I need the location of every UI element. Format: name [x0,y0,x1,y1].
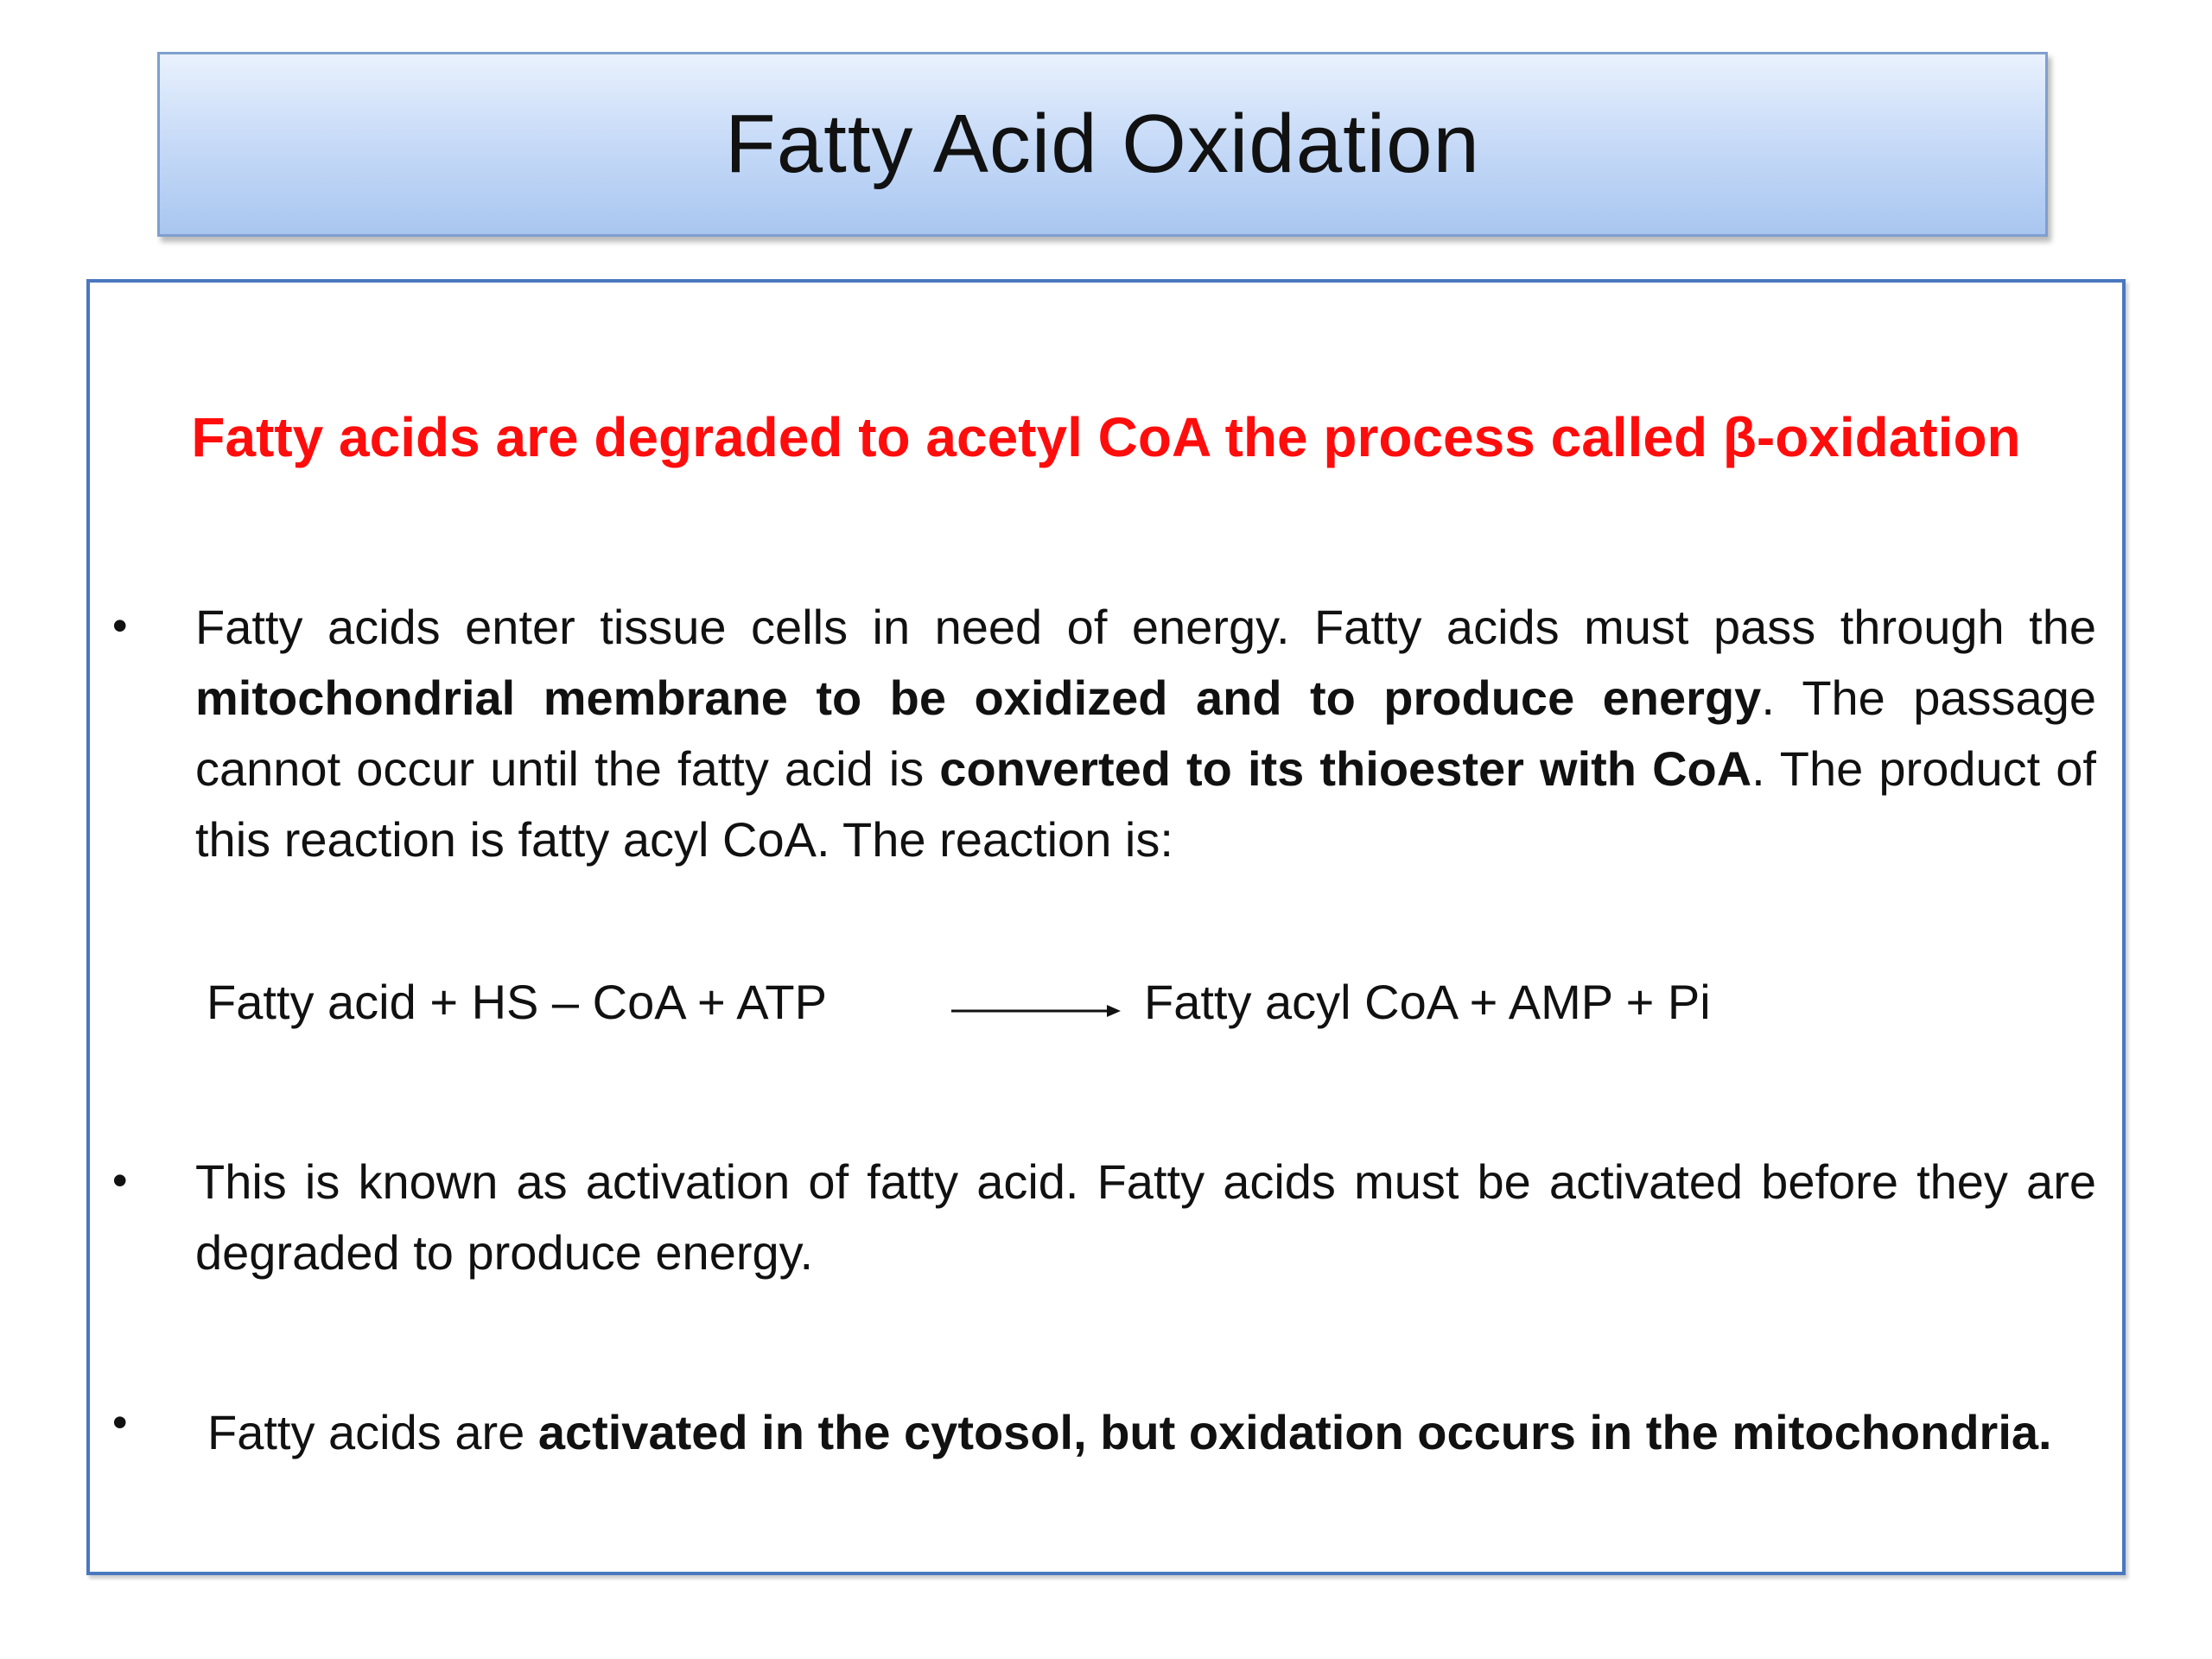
p3-bold-1: activated in the cytosol, but oxidation occurs in the mitochondria. [537,1405,2052,1459]
p1-bold-2: converted to its thioester with CoA [939,741,1752,796]
p1-text-3: . The product of this reaction is fatty acyl CoA. The reaction is: [195,741,2096,867]
p1-text-2: . The passage cannot occur until the fatty acid is [195,671,2096,796]
reaction-arrow-icon [950,998,1122,1024]
paragraph-3 [195,1389,2096,1477]
bullet-2: • [112,1156,128,1205]
p3-text-1: Fatty acids are [207,1405,538,1459]
paragraph-1 [195,592,2096,875]
reaction-reactants: Fatty acid + HS – CoA + ATP [207,975,827,1029]
p1-text-1: Fatty acids enter tissue cells in need of energy. Fatty acids must pass through the [195,600,2096,654]
p1-bold-1: mitochondrial membrane to be oxidized and to produce energy [195,671,1762,725]
bullet-1: • [112,601,128,650]
page-title: Fatty Acid Oxidation [725,98,1480,190]
paragraph-2: This is known as activation of fatty acid. Fatty acids must be activated before they are degraded to produce energy. [195,1154,2096,1280]
title-banner [157,52,2048,237]
headline-red: Fatty acids are degraded to acetyl CoA the process called β-oxidation [191,406,2021,468]
bullet-3: • [112,1398,128,1446]
reaction-equation [90,974,2077,1043]
reaction-products: Fatty acyl CoA + AMP + Pi [1144,975,1711,1029]
content-panel [86,279,2126,1575]
